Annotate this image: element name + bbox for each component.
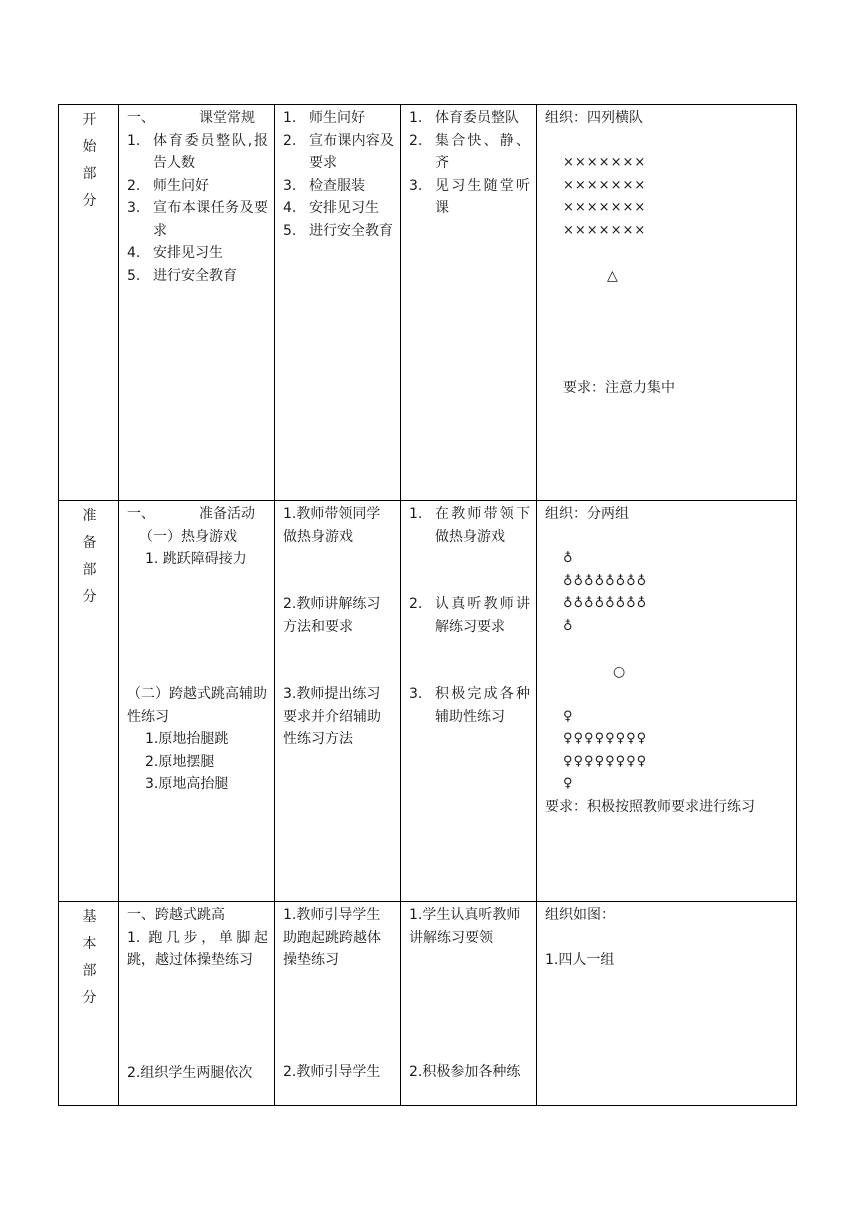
formation-row: ××××××× [563, 222, 647, 238]
student-cell-prepare [401, 501, 537, 902]
group-female-row: ♀ [563, 776, 574, 791]
student-item: 2. 认真听教师讲解练习要求 [409, 596, 530, 635]
content-item: 3. 宣布本课任务及要求 [127, 200, 268, 239]
teacher-position-icon: △ [607, 267, 618, 284]
group-female-row: ♀♀♀♀♀♀♀♀ [563, 731, 648, 746]
group-male-row: ♁♁♁♁♁♁♁♁ [563, 573, 648, 589]
section-row-start [59, 105, 797, 501]
org-title: 组织：分两组 [545, 506, 629, 522]
section-row-prepare [59, 501, 797, 902]
content-subheading: （一）热身游戏 [139, 528, 237, 545]
content-heading: 一、跨越式跳高 [127, 907, 225, 923]
teacher-item: 4. 安排见习生 [283, 200, 379, 216]
teacher-item: 1. 师生问好 [283, 110, 365, 126]
org-title: 组织：四列横队 [545, 110, 643, 126]
teacher-cell-basic [275, 902, 401, 1106]
teacher-item: 1.教师带领同学做热身游戏 [283, 506, 381, 545]
org-requirement: 要求：注意力集中 [563, 380, 675, 396]
teacher-item: 2.教师讲解练习方法和要求 [283, 596, 381, 635]
teacher-item: 5. 进行安全教育 [283, 222, 393, 239]
content-item: 1. 跳跃障碍接力 [145, 551, 247, 567]
student-item: 2. 集合快、静、齐 [409, 132, 530, 171]
student-item: 1.学生认真听教师讲解练习要领 [409, 907, 521, 946]
organization-cell-start [537, 105, 797, 501]
group-female-row: ♀♀♀♀♀♀♀♀ [563, 753, 648, 769]
teacher-item: 2. 宣布课内容及要求 [283, 132, 394, 171]
teacher-cell-start [275, 105, 401, 501]
content-item: 4. 安排见习生 [127, 245, 223, 261]
student-cell-start [401, 105, 537, 501]
formation-row: ××××××× [563, 177, 647, 193]
section-row-basic [59, 902, 797, 1106]
content-cell-prepare [119, 501, 275, 902]
part-label-basic: 基 本 部 分 [59, 902, 119, 1106]
student-item: 3. 积极完成各种辅助性练习 [409, 686, 530, 725]
group-male-row: ♁ [563, 618, 574, 634]
content-heading: 一、 课堂常规 [127, 110, 255, 126]
teacher-item: 2.教师引导学生 [283, 1064, 381, 1080]
formation-row: ××××××× [563, 200, 647, 215]
content-item: 1. 体育委员整队,报告人数 [127, 132, 268, 171]
student-cell-basic [401, 902, 537, 1106]
content-item: 5. 进行安全教育 [127, 267, 237, 284]
teacher-item: 1.教师引导学生助跑起跳跨越体操垫练习 [283, 907, 381, 968]
teacher-item: 3. 检查服装 [283, 177, 365, 194]
part-label-start: 开 始 部 分 [59, 105, 119, 501]
teacher-item: 3.教师提出练习要求并介绍辅助性练习方法 [283, 686, 381, 747]
content-item: 1.原地抬腿跳 [145, 731, 229, 747]
content-item: 1. 跑几步，单脚起跳，越过体操垫练习 [127, 929, 268, 968]
student-item: 1. 体育委员整队 [409, 110, 519, 126]
part-label-prepare: 准 备 部 分 [59, 501, 119, 902]
content-heading: 一、 准备活动 [127, 506, 255, 522]
content-item: 2.原地摆腿 [145, 753, 215, 770]
content-cell-basic [119, 902, 275, 1106]
content-item: 2.组织学生两腿依次 [127, 1064, 253, 1081]
group-male-row: ♁ [563, 551, 574, 566]
group-female-row: ♀ [563, 708, 574, 724]
org-title: 组织如图： [545, 907, 615, 923]
content-item: 3.原地高抬腿 [145, 776, 229, 792]
content-cell-start [119, 105, 275, 501]
organization-cell-basic [537, 902, 797, 1106]
teacher-position-icon: ○ [613, 663, 626, 680]
org-item: 1.四人一组 [545, 952, 615, 968]
group-male-row: ♁♁♁♁♁♁♁♁ [563, 596, 648, 611]
content-subheading: （二）跨越式跳高辅助性练习 [127, 686, 267, 725]
content-item: 2. 师生问好 [127, 177, 209, 194]
teacher-cell-prepare [275, 501, 401, 902]
student-item: 2.积极参加各种练 [409, 1064, 521, 1080]
org-requirement: 要求：积极按照教师要求进行练习 [545, 798, 755, 815]
lesson-plan-table [58, 104, 797, 1106]
organization-cell-prepare [537, 501, 797, 902]
formation-row: ××××××× [563, 155, 647, 170]
student-item: 3. 见习生随堂听课 [409, 177, 530, 216]
student-item: 1. 在教师带领下做热身游戏 [409, 506, 530, 545]
